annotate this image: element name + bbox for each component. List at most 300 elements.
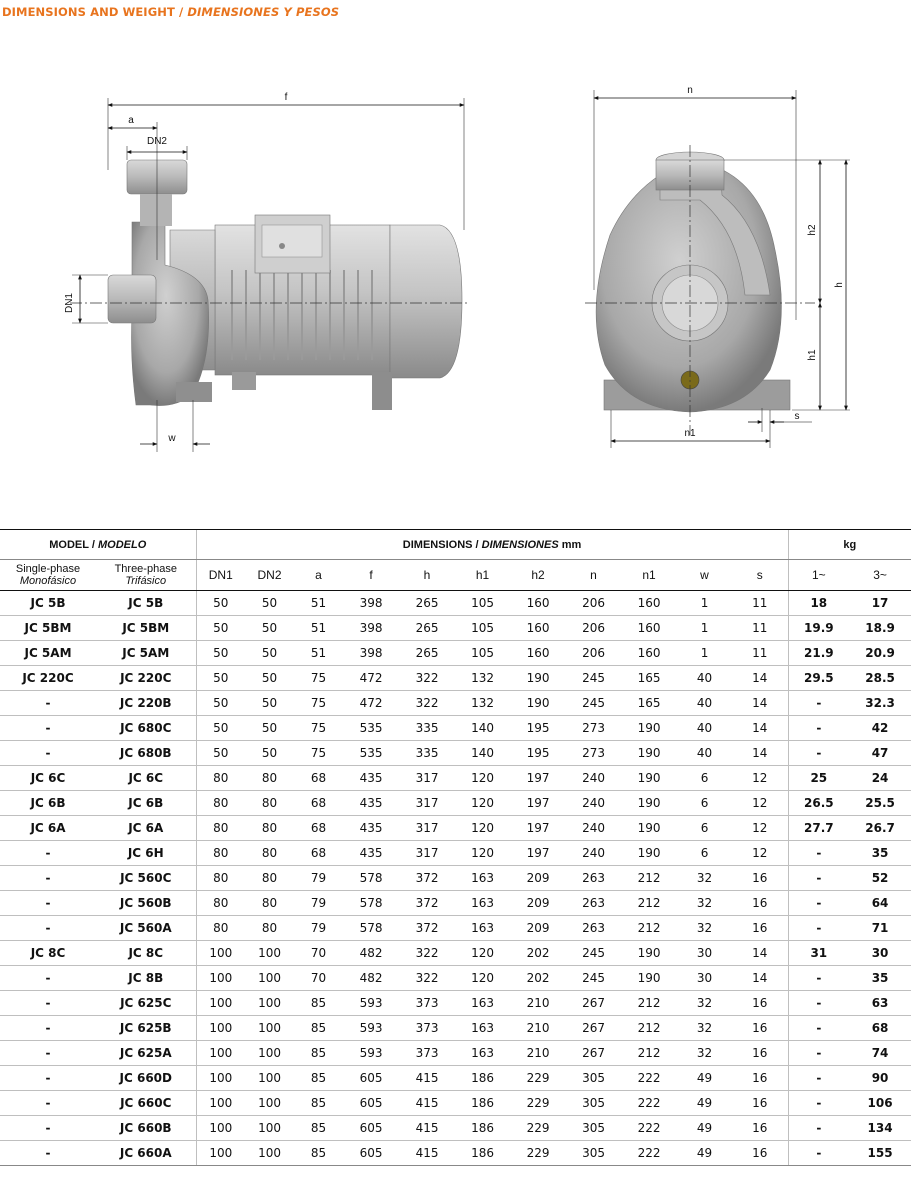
dimension-cell: 85 [294, 1116, 343, 1141]
model-single-phase: JC 5BM [0, 616, 96, 641]
weight-cell: - [788, 716, 849, 741]
model-three-phase: JC 6H [96, 841, 196, 866]
weight-cell: 25 [788, 766, 849, 791]
dimension-cell: 578 [343, 866, 399, 891]
dimension-cell: 160 [510, 616, 566, 641]
dimension-cell: 163 [455, 866, 510, 891]
dimension-cell: 120 [455, 766, 510, 791]
weight-cell: 26.5 [788, 791, 849, 816]
col-header-a: a [294, 560, 343, 591]
dimension-cell: 120 [455, 941, 510, 966]
dimension-cell: 6 [677, 766, 732, 791]
dimension-cell: 50 [245, 691, 294, 716]
dimension-cell: 415 [399, 1116, 455, 1141]
dimension-cell: 197 [510, 791, 566, 816]
weight-cell: 18 [788, 591, 849, 616]
col-header-n1: n1 [621, 560, 677, 591]
dimension-cell: 482 [343, 966, 399, 991]
dimension-cell: 605 [343, 1141, 399, 1166]
dimension-cell: 535 [343, 741, 399, 766]
table-row [0, 1066, 911, 1091]
model-single-phase: - [0, 991, 96, 1016]
dimension-cell: 16 [732, 991, 788, 1016]
dimension-cell: 229 [510, 1141, 566, 1166]
dimension-cell: 263 [566, 891, 621, 916]
dimension-cell: 79 [294, 866, 343, 891]
dimension-cell: 50 [196, 691, 245, 716]
dimension-cell: 105 [455, 641, 510, 666]
table-row [0, 741, 911, 766]
dimension-cell: 100 [196, 1066, 245, 1091]
dimension-cell: 49 [677, 1116, 732, 1141]
dimension-cell: 265 [399, 616, 455, 641]
dimension-cell: 240 [566, 766, 621, 791]
dimension-cell: 16 [732, 1041, 788, 1066]
col-header-weight-single: 1~ [788, 560, 849, 591]
dimension-cell: 40 [677, 716, 732, 741]
dimension-cell: 206 [566, 641, 621, 666]
model-three-phase: JC 660D [96, 1066, 196, 1091]
dimension-cell: 50 [245, 591, 294, 616]
dimension-cell: 14 [732, 716, 788, 741]
dim-label-f: f [284, 92, 288, 103]
weight-cell: 28.5 [849, 666, 911, 691]
dimension-cell: 212 [621, 991, 677, 1016]
dimension-cell: 535 [343, 716, 399, 741]
model-three-phase: JC 8C [96, 941, 196, 966]
dimension-cell: 163 [455, 1041, 510, 1066]
dimension-cell: 68 [294, 766, 343, 791]
dimension-cell: 190 [510, 691, 566, 716]
dimension-cell: 265 [399, 641, 455, 666]
three-phase-header: Three-phase Trifásico [96, 560, 196, 591]
dimension-cell: 229 [510, 1066, 566, 1091]
dimension-cell: 240 [566, 841, 621, 866]
weight-cell: 63 [849, 991, 911, 1016]
dimension-cell: 85 [294, 1141, 343, 1166]
dimension-cell: 197 [510, 841, 566, 866]
weight-cell: 24 [849, 766, 911, 791]
dimension-cell: 12 [732, 841, 788, 866]
dimension-cell: 322 [399, 966, 455, 991]
weight-cell: 74 [849, 1041, 911, 1066]
dimension-cell: 435 [343, 791, 399, 816]
dim-label-dn2: DN2 [146, 136, 168, 147]
dimension-cell: 190 [510, 666, 566, 691]
dimension-cell: 190 [621, 966, 677, 991]
dimension-cell: 206 [566, 616, 621, 641]
dimension-cell: 16 [732, 1116, 788, 1141]
dimensions-weight-table [0, 529, 911, 1166]
model-three-phase: JC 5B [96, 591, 196, 616]
dimension-cell: 578 [343, 891, 399, 916]
dimension-cell: 80 [196, 866, 245, 891]
col-header-n: n [566, 560, 621, 591]
table-row [0, 766, 911, 791]
dimension-cell: 11 [732, 591, 788, 616]
dimension-cell: 100 [196, 1116, 245, 1141]
model-single-phase: - [0, 1016, 96, 1041]
model-three-phase: JC 220B [96, 691, 196, 716]
dimension-cell: 80 [245, 766, 294, 791]
dimension-cell: 163 [455, 916, 510, 941]
dimension-cell: 212 [621, 891, 677, 916]
dimension-cell: 160 [621, 641, 677, 666]
dimension-cell: 32 [677, 891, 732, 916]
dimension-cell: 100 [245, 1141, 294, 1166]
weight-cell: - [788, 1016, 849, 1041]
dimension-cell: 50 [196, 741, 245, 766]
dimension-cell: 163 [455, 891, 510, 916]
model-single-phase: - [0, 866, 96, 891]
dimension-cell: 245 [566, 966, 621, 991]
dimension-cell: 80 [245, 891, 294, 916]
dimension-cell: 195 [510, 741, 566, 766]
dimension-cell: 140 [455, 741, 510, 766]
model-three-phase: JC 660A [96, 1141, 196, 1166]
model-single-phase: JC 6C [0, 766, 96, 791]
dimension-cell: 85 [294, 991, 343, 1016]
dimension-cell: 80 [196, 791, 245, 816]
dimension-cell: 85 [294, 1016, 343, 1041]
single-phase-header: Single-phase Monofásico [0, 560, 96, 591]
page-title-es: DIMENSIONES Y PESOS [187, 5, 340, 19]
weight-cell: 71 [849, 916, 911, 941]
dimension-cell: 197 [510, 816, 566, 841]
table-row [0, 841, 911, 866]
dimension-cell: 209 [510, 891, 566, 916]
dimension-cell: 120 [455, 966, 510, 991]
dimension-cell: 160 [510, 591, 566, 616]
dimension-cell: 197 [510, 766, 566, 791]
model-single-phase: - [0, 691, 96, 716]
dimension-cell: 14 [732, 741, 788, 766]
weight-cell: 35 [849, 841, 911, 866]
dimension-cell: 186 [455, 1116, 510, 1141]
weight-cell: - [788, 1141, 849, 1166]
weight-cell: 27.7 [788, 816, 849, 841]
dimension-cell: 190 [621, 816, 677, 841]
table-row [0, 1141, 911, 1166]
weight-cell: - [788, 966, 849, 991]
dimension-cell: 80 [245, 816, 294, 841]
dimension-cell: 16 [732, 1066, 788, 1091]
weight-cell: 17 [849, 591, 911, 616]
dimension-cell: 100 [196, 1141, 245, 1166]
dimension-cell: 105 [455, 591, 510, 616]
dimension-cell: 80 [245, 841, 294, 866]
dimension-cell: 373 [399, 991, 455, 1016]
dimension-cell: 70 [294, 941, 343, 966]
side-view [64, 92, 470, 452]
model-single-phase: - [0, 916, 96, 941]
weight-cell: 42 [849, 716, 911, 741]
model-single-phase: JC 6B [0, 791, 96, 816]
dimension-cell: 100 [196, 966, 245, 991]
dimension-cell: 80 [196, 816, 245, 841]
dimension-cell: 14 [732, 941, 788, 966]
dimension-cell: 165 [621, 666, 677, 691]
dimension-cell: 16 [732, 1091, 788, 1116]
dimension-cell: 100 [196, 991, 245, 1016]
dimension-cell: 100 [245, 991, 294, 1016]
dimension-cell: 245 [566, 691, 621, 716]
dimension-cell: 322 [399, 691, 455, 716]
model-single-phase: - [0, 1141, 96, 1166]
model-three-phase: JC 5BM [96, 616, 196, 641]
dimension-cell: 50 [245, 666, 294, 691]
table-row [0, 666, 911, 691]
table-row [0, 891, 911, 916]
dimension-cell: 222 [621, 1066, 677, 1091]
table-row [0, 716, 911, 741]
dimension-cell: 593 [343, 1041, 399, 1066]
dimension-cell: 305 [566, 1066, 621, 1091]
page-title-en: DIMENSIONS AND WEIGHT / [2, 5, 188, 19]
dimension-cell: 100 [245, 941, 294, 966]
dimension-cell: 160 [621, 616, 677, 641]
dimension-cell: 202 [510, 941, 566, 966]
dimension-cell: 210 [510, 1041, 566, 1066]
dimension-cell: 206 [566, 591, 621, 616]
dimension-cell: 51 [294, 616, 343, 641]
dimension-cell: 209 [510, 866, 566, 891]
dimension-cell: 16 [732, 866, 788, 891]
dimension-cell: 79 [294, 916, 343, 941]
dimension-cell: 1 [677, 616, 732, 641]
weight-cell: - [788, 1066, 849, 1091]
weight-cell: - [788, 741, 849, 766]
dim-label-h: h [834, 282, 845, 288]
weight-cell: 19.9 [788, 616, 849, 641]
dimension-cell: 120 [455, 816, 510, 841]
dimension-cell: 593 [343, 991, 399, 1016]
dimension-cell: 50 [245, 716, 294, 741]
model-single-phase: JC 8C [0, 941, 96, 966]
dimension-cell: 6 [677, 841, 732, 866]
dimension-cell: 263 [566, 866, 621, 891]
dimension-cell: 373 [399, 1041, 455, 1066]
model-single-phase: - [0, 1041, 96, 1066]
weight-cell: - [788, 1116, 849, 1141]
col-header-h1: h1 [455, 560, 510, 591]
dimension-cell: 472 [343, 666, 399, 691]
table-row [0, 1016, 911, 1041]
col-header-weight-three: 3~ [849, 560, 911, 591]
dimension-cell: 210 [510, 1016, 566, 1041]
dimension-cell: 435 [343, 841, 399, 866]
model-single-phase: - [0, 1066, 96, 1091]
dimension-cell: 190 [621, 716, 677, 741]
dimension-cell: 267 [566, 991, 621, 1016]
dimension-cell: 68 [294, 841, 343, 866]
model-three-phase: JC 625A [96, 1041, 196, 1066]
dim-label-s: s [794, 411, 800, 422]
dimension-cell: 186 [455, 1091, 510, 1116]
table-row [0, 791, 911, 816]
dimension-cell: 100 [196, 941, 245, 966]
dimension-cell: 70 [294, 966, 343, 991]
model-three-phase: JC 8B [96, 966, 196, 991]
dimension-cell: 335 [399, 741, 455, 766]
dimension-cell: 100 [196, 1016, 245, 1041]
dimension-cell: 50 [196, 716, 245, 741]
dimension-cell: 273 [566, 716, 621, 741]
dimension-cell: 16 [732, 1016, 788, 1041]
dimension-cell: 40 [677, 666, 732, 691]
dimension-cell: 120 [455, 841, 510, 866]
model-single-phase: JC 5B [0, 591, 96, 616]
dimension-cell: 100 [245, 1091, 294, 1116]
table-row [0, 641, 911, 666]
dimension-cell: 245 [566, 941, 621, 966]
dim-label-n1: n1 [684, 428, 696, 439]
dimension-cell: 212 [621, 916, 677, 941]
weight-cell: - [788, 1091, 849, 1116]
dimension-cell: 398 [343, 591, 399, 616]
dimension-cell: 240 [566, 816, 621, 841]
dimension-cell: 212 [621, 1041, 677, 1066]
dimension-cell: 85 [294, 1066, 343, 1091]
dimension-cell: 209 [510, 916, 566, 941]
dimension-cell: 263 [566, 916, 621, 941]
dimension-cell: 6 [677, 816, 732, 841]
front-view [585, 85, 850, 448]
model-three-phase: JC 560A [96, 916, 196, 941]
dimension-cell: 317 [399, 841, 455, 866]
dimension-cell: 75 [294, 741, 343, 766]
dimension-cell: 435 [343, 816, 399, 841]
dimension-cell: 190 [621, 941, 677, 966]
weight-cell: 29.5 [788, 666, 849, 691]
dimension-cell: 30 [677, 941, 732, 966]
dimension-cell: 212 [621, 1016, 677, 1041]
dimensions-group-header: DIMENSIONS / DIMENSIONES mm [196, 530, 788, 560]
table-column-header-row [0, 560, 911, 591]
page-title [2, 5, 339, 19]
dimension-cell: 100 [245, 1041, 294, 1066]
dim-label-dn1: DN1 [64, 292, 75, 314]
dimension-cell: 49 [677, 1066, 732, 1091]
dimension-cell: 100 [196, 1041, 245, 1066]
weight-cell: 68 [849, 1016, 911, 1041]
dimension-cell: 30 [677, 966, 732, 991]
dimension-cell: 578 [343, 916, 399, 941]
dimension-cell: 415 [399, 1066, 455, 1091]
dimension-cell: 100 [245, 1016, 294, 1041]
dimension-cell: 229 [510, 1091, 566, 1116]
model-single-phase: JC 220C [0, 666, 96, 691]
dimension-cell: 75 [294, 666, 343, 691]
model-three-phase: JC 220C [96, 666, 196, 691]
dimension-cell: 32 [677, 1041, 732, 1066]
dimension-cell: 75 [294, 716, 343, 741]
dimension-cell: 14 [732, 691, 788, 716]
model-single-phase: - [0, 891, 96, 916]
dimension-cell: 222 [621, 1116, 677, 1141]
dimension-cell: 16 [732, 916, 788, 941]
dimension-cell: 80 [196, 916, 245, 941]
dimension-cell: 186 [455, 1066, 510, 1091]
weight-cell: 25.5 [849, 791, 911, 816]
dimension-cell: 32 [677, 916, 732, 941]
table-row [0, 941, 911, 966]
dimension-cell: 273 [566, 741, 621, 766]
weight-cell: 155 [849, 1141, 911, 1166]
table-row [0, 991, 911, 1016]
table-body [0, 591, 911, 1166]
dimension-cell: 317 [399, 816, 455, 841]
model-three-phase: JC 625B [96, 1016, 196, 1041]
dimension-cell: 163 [455, 1016, 510, 1041]
dimension-cell: 12 [732, 816, 788, 841]
dimension-cell: 85 [294, 1091, 343, 1116]
model-single-phase: - [0, 741, 96, 766]
dimension-cell: 415 [399, 1141, 455, 1166]
weight-cell: 134 [849, 1116, 911, 1141]
dimension-cell: 12 [732, 766, 788, 791]
model-three-phase: JC 560B [96, 891, 196, 916]
dimension-cell: 50 [245, 616, 294, 641]
dimension-cell: 32 [677, 866, 732, 891]
dimension-cell: 6 [677, 791, 732, 816]
model-three-phase: JC 5AM [96, 641, 196, 666]
table-row [0, 816, 911, 841]
model-single-phase: JC 5AM [0, 641, 96, 666]
model-group-header: MODEL / MODELO [0, 530, 196, 560]
dimension-cell: 210 [510, 991, 566, 1016]
dimension-cell: 212 [621, 866, 677, 891]
dimension-cell: 267 [566, 1016, 621, 1041]
dimension-cell: 593 [343, 1016, 399, 1041]
model-single-phase: JC 6A [0, 816, 96, 841]
dimension-cell: 80 [245, 916, 294, 941]
dimension-cell: 51 [294, 591, 343, 616]
dimension-cell: 605 [343, 1116, 399, 1141]
dimension-cell: 267 [566, 1041, 621, 1066]
col-header-f: f [343, 560, 399, 591]
dimension-cell: 373 [399, 1016, 455, 1041]
dimension-cell: 120 [455, 791, 510, 816]
model-three-phase: JC 680C [96, 716, 196, 741]
model-three-phase: JC 625C [96, 991, 196, 1016]
dimension-cell: 322 [399, 666, 455, 691]
dimension-cell: 50 [196, 666, 245, 691]
col-header-h2: h2 [510, 560, 566, 591]
dimension-cell: 605 [343, 1066, 399, 1091]
dimension-cell: 160 [510, 641, 566, 666]
dimension-cell: 190 [621, 841, 677, 866]
dimension-cell: 14 [732, 966, 788, 991]
table-row [0, 916, 911, 941]
dimension-cell: 229 [510, 1116, 566, 1141]
dimension-cell: 100 [245, 1116, 294, 1141]
model-three-phase: JC 680B [96, 741, 196, 766]
dimension-cell: 40 [677, 691, 732, 716]
dim-label-w: w [168, 433, 176, 444]
dim-label-n: n [687, 85, 693, 96]
model-single-phase: - [0, 716, 96, 741]
dimension-cell: 160 [621, 591, 677, 616]
table-row [0, 591, 911, 616]
table-row [0, 1116, 911, 1141]
weight-cell: - [788, 916, 849, 941]
table-row [0, 1091, 911, 1116]
weight-cell: 31 [788, 941, 849, 966]
dimension-cell: 132 [455, 691, 510, 716]
dimension-cell: 32 [677, 1016, 732, 1041]
model-single-phase: - [0, 1116, 96, 1141]
